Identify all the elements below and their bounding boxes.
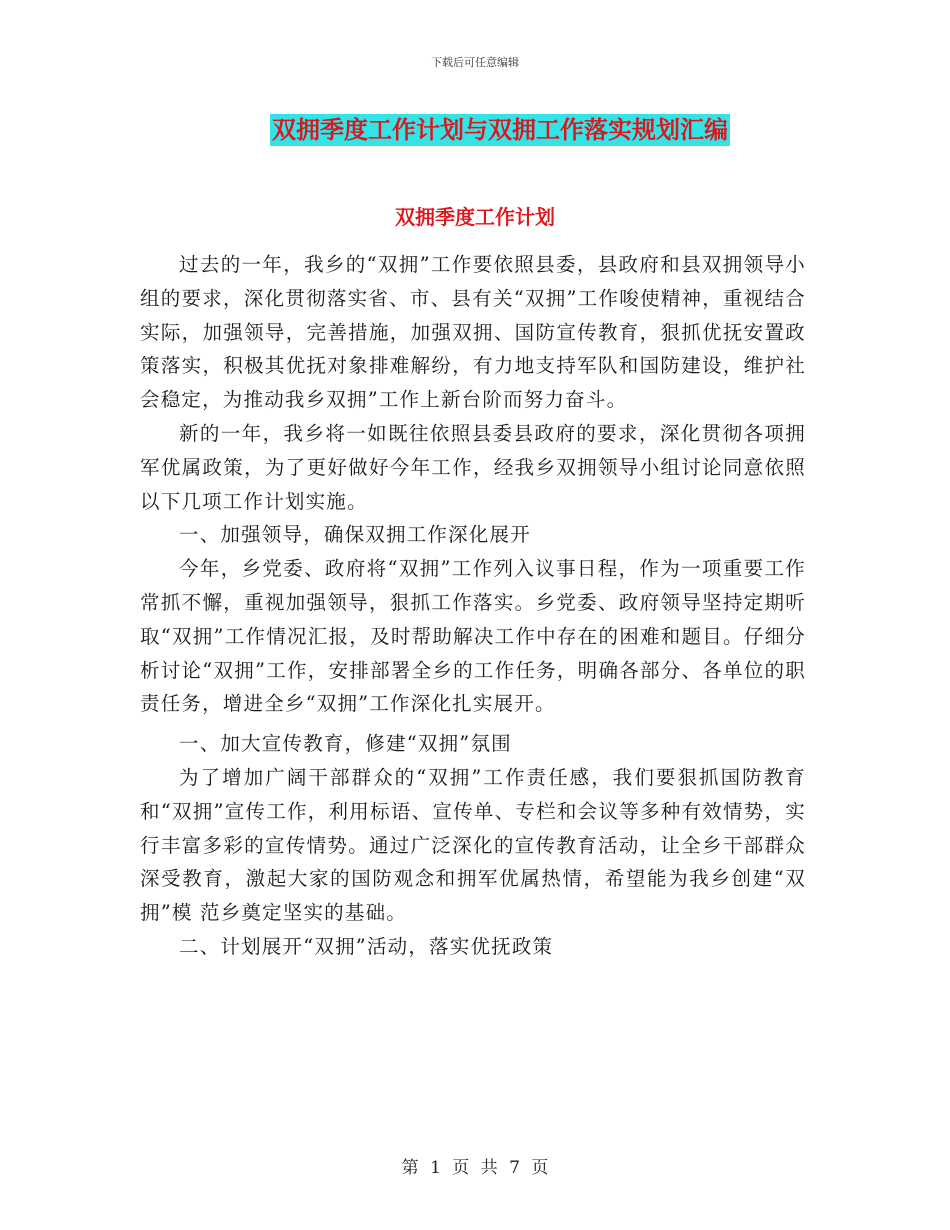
heading-activities-policy: 二、计划展开“双拥”活动，落实优抚政策 [179, 934, 554, 958]
document-body [140, 248, 806, 964]
paragraph-leadership: 今年，乡党委、政府将“双拥”工作列入议事日程，作为一项重要工作常抓不懈，重视加强领导，狠抓工作落实。乡党委、政府领导坚持定期听取“双拥”工作情况汇报，及时帮助解决工作中存在的困难和题目。仔细分析讨论“双拥”工作，安排部署全乡的工作任务，明确各部分、各单位的职责任务，增进全乡“双拥”工作深化扎实展开。 [140, 557, 806, 716]
section-title: 双拥季度工作计划 [395, 205, 555, 229]
page-number-footer: 第 1 页 共 7 页 [401, 1158, 549, 1178]
paragraph-publicity: 为了增加广阔干部群众的“双拥”工作责任感，我们要狠抓国防教育和“双拥”宣传工作，利用标语、宣传单、专栏和会议等多种有效情势，实行丰富多彩的宣传情势。通过广泛深化的宣传教育活动，让全乡干部群众深受教育，激起大家的国防观念和拥军优属热情，希望能为我乡创建“双拥”模 范乡奠定坚实的基础。 [140, 765, 806, 925]
document-title: 双拥季度工作计划与双拥工作落实规划汇编 [272, 116, 728, 144]
paragraph-intro: 过去的一年，我乡的“双拥”工作要依照县委，县政府和县双拥领导小组的要求，深化贯彻落实省、市、县有关“双拥”工作唆使精神，重视结合实际，加强领导，完善措施，加强双拥、国防宣传教育，狠抓优抚安置政策落实，积极其优抚对象排难解纷，有力地支持军队和国防建设，维护社会稳定，为推动我乡双拥”工作上新台阶而努力奋斗。 [140, 253, 806, 412]
heading-strengthen-leadership: 一、加强领导，确保双拥工作深化展开 [179, 523, 531, 547]
page-header-note: 下载后可任意编辑 [431, 56, 519, 69]
document-title-container [0, 114, 950, 146]
heading-publicity-education: 一、加大宣传教育，修建“双拥”氛围 [179, 732, 512, 756]
paragraph-new-year: 新的一年，我乡将一如既往依照县委县政府的要求，深化贯彻各项拥军优属政策，为了更好做好今年工作，经我乡双拥领导小组讨论同意依照以下几项工作计划实施。 [140, 421, 806, 513]
